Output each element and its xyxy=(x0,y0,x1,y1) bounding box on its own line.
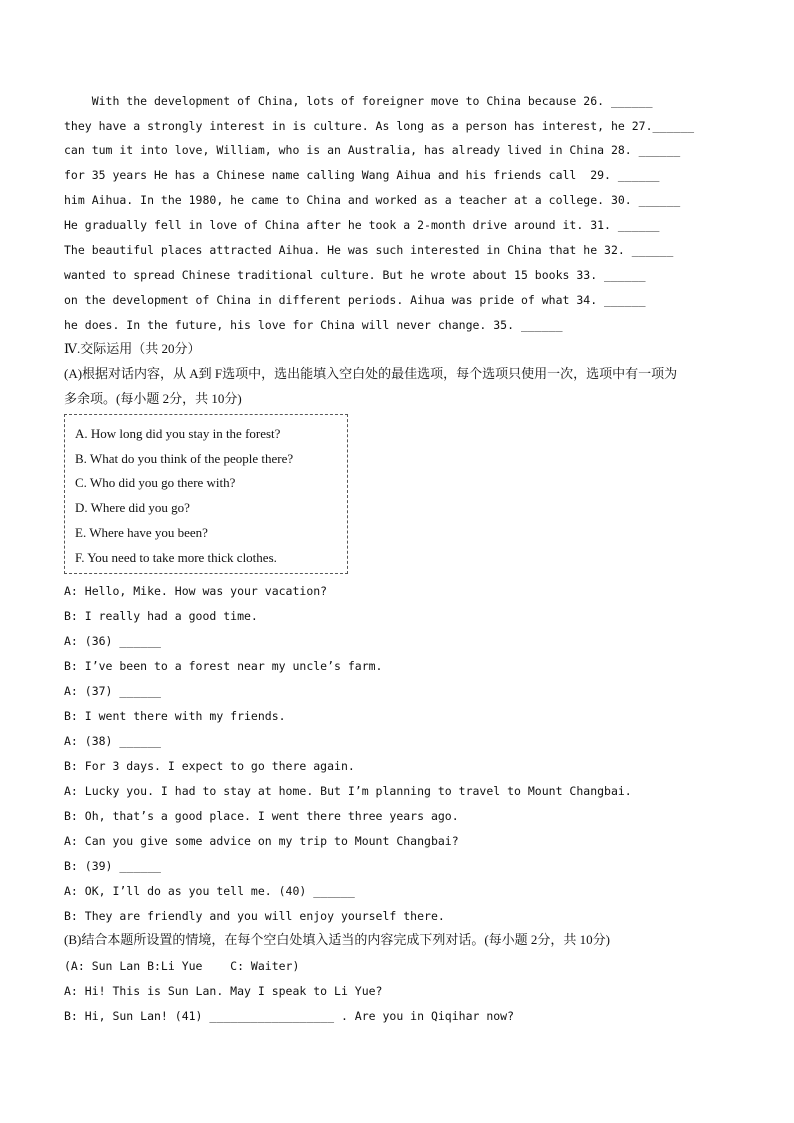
dialogue-line: A: (37) ______ xyxy=(64,684,161,698)
dialogue-line: A: OK, I’ll do as you tell me. (40) ______ xyxy=(64,884,355,898)
dialogue-line: A: Hello, Mike. How was your vacation? xyxy=(64,584,328,598)
dialogue-line: B: I really had a good time. xyxy=(64,609,258,623)
passage-line: on the development of China in different periods. Aihua was pride of what 34. ______ xyxy=(64,293,646,307)
passage-line: wanted to spread Chinese traditional culture. But he wrote about 15 books 33. ______ xyxy=(64,268,646,282)
option-f: F. You need to take more thick clothes. xyxy=(75,550,277,565)
option-a: A. How long did you stay in the forest? xyxy=(75,426,281,441)
dialogue-line: A: (36) ______ xyxy=(64,634,161,648)
dialogue-line: B: They are friendly and you will enjoy yourself there. xyxy=(64,909,445,923)
part-b-instructions: (B)结合本题所设置的情境，在每个空白处填入适当的内容完成下列对话。(每小题 2分，共 10分) xyxy=(64,932,610,947)
passage-line: him Aihua. In the 1980, he came to China and worked as a teacher at a college. 30. ______ xyxy=(64,193,681,207)
passage-line: he does. In the future, his love for China will never change. 35. ______ xyxy=(64,318,563,332)
option-d: D. Where did you go? xyxy=(75,500,190,515)
dialogue-line: B: I went there with my friends. xyxy=(64,709,286,723)
dialogue-line: B: I’ve been to a forest near my uncle’s farm. xyxy=(64,659,383,673)
part-a-instructions-cont: 多余项。(每小题 2分，共 10分) xyxy=(64,391,242,406)
passage-line: He gradually fell in love of China after he took a 2-month drive around it. 31. ______ xyxy=(64,218,660,232)
options-box xyxy=(64,414,348,574)
section-heading: Ⅳ.交际运用（共 20分） xyxy=(64,341,201,356)
passage-line: for 35 years He has a Chinese name calling Wang Aihua and his friends call 29. ______ xyxy=(64,168,660,182)
option-c: C. Who did you go there with? xyxy=(75,475,236,490)
dialogue-line: A: Lucky you. I had to stay at home. But I’m planning to travel to Mount Changbai. xyxy=(64,784,632,798)
passage-line: they have a strongly interest in is culture. As long as a person has interest, he 27.______ xyxy=(64,119,695,133)
dialogue-line: B: (39) ______ xyxy=(64,859,161,873)
dialogue-line: B: Hi, Sun Lan! (41) __________________ . Are you in Qiqihar now? xyxy=(64,1009,515,1023)
dialogue-line: B: For 3 days. I expect to go there again. xyxy=(64,759,355,773)
dialogue-line: A: (38) ______ xyxy=(64,734,161,748)
passage-line: With the development of China, lots of foreigner move to China because 26. ______ xyxy=(64,94,653,108)
option-b: B. What do you think of the people there? xyxy=(75,451,294,466)
option-e: E. Where have you been? xyxy=(75,525,208,540)
dialogue-line: A: Hi! This is Sun Lan. May I speak to Li Yue? xyxy=(64,984,383,998)
dialogue-line: A: Can you give some advice on my trip to Mount Changbai? xyxy=(64,834,459,848)
dialogue-line: B: Oh, that’s a good place. I went there three years ago. xyxy=(64,809,459,823)
passage-line: The beautiful places attracted Aihua. He was such interested in China that he 32. ______ xyxy=(64,243,674,257)
roles-line: (A: Sun Lan B:Li Yue C: Waiter) xyxy=(64,959,300,973)
passage-line: can tum it into love, William, who is an Australia, has already lived in China 28. ______ xyxy=(64,143,681,157)
part-a-instructions: (A)根据对话内容，从 A到 F选项中，选出能填入空白处的最佳选项，每个选项只使用一次，选项中有一项为 xyxy=(64,366,678,381)
